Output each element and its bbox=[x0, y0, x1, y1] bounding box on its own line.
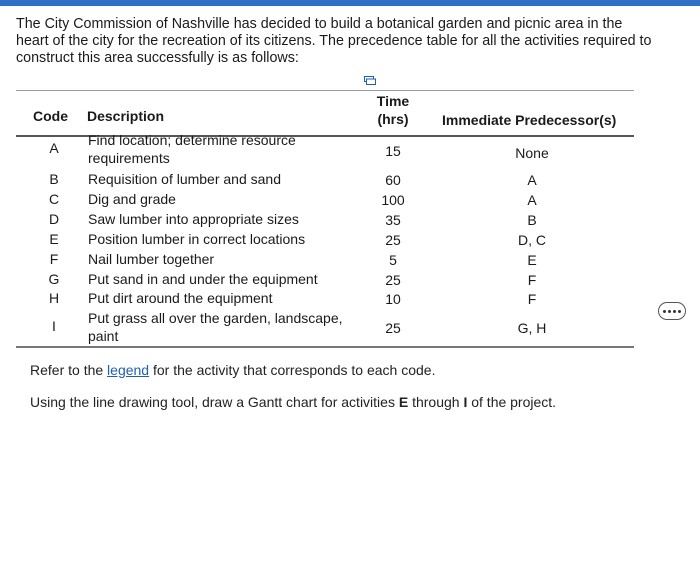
row-g-description: Put sand in and under the equipment bbox=[88, 271, 318, 287]
gantt-text-after: of the project. bbox=[467, 394, 557, 410]
intro-paragraph: The City Commission of Nashville has decided to build a botanical garden and picnic area in the heart of the city for the recreation of its citizens. The precedence table for all the activities required to construct this area successfully is as follows: bbox=[16, 16, 652, 66]
row-g-code: G bbox=[48, 271, 60, 287]
row-a-time: 15 bbox=[385, 143, 401, 159]
row-d-predecessor: B bbox=[527, 212, 537, 228]
row-a-code: A bbox=[49, 140, 59, 156]
header-description: Description bbox=[87, 108, 165, 124]
row-i-code: I bbox=[52, 318, 56, 334]
dot-icon bbox=[673, 310, 676, 313]
row-e-code: E bbox=[49, 231, 59, 247]
copy-icon[interactable] bbox=[364, 76, 376, 85]
row-f-predecessor: E bbox=[527, 252, 537, 268]
row-c-time: 100 bbox=[381, 192, 405, 208]
row-h-predecessor: F bbox=[527, 291, 537, 307]
row-c-description: Dig and grade bbox=[88, 191, 176, 207]
row-h-description: Put dirt around the equipment bbox=[88, 290, 273, 306]
row-i-time: 25 bbox=[385, 320, 401, 336]
row-e-time: 25 bbox=[385, 232, 401, 248]
legend-text-before: Refer to the bbox=[30, 362, 108, 378]
ellipsis-icon[interactable] bbox=[658, 302, 686, 320]
row-h-time: 10 bbox=[385, 291, 401, 307]
row-h-code: H bbox=[48, 290, 60, 306]
row-a-predecessor: None bbox=[515, 145, 549, 161]
dot-icon bbox=[663, 310, 666, 313]
row-b-code: B bbox=[49, 171, 59, 187]
row-c-code: C bbox=[48, 191, 60, 207]
row-g-predecessor: F bbox=[527, 272, 537, 288]
dot-icon bbox=[678, 310, 681, 313]
gantt-activity-start: E bbox=[398, 394, 409, 410]
header-predecessor: Immediate Predecessor(s) bbox=[442, 112, 617, 128]
row-d-description: Saw lumber into appropriate sizes bbox=[88, 211, 299, 227]
row-f-code: F bbox=[49, 251, 59, 267]
row-e-predecessor: D, C bbox=[518, 232, 546, 248]
header-time-line2: (hrs) bbox=[377, 111, 409, 127]
gantt-text-before: Using the line drawing tool, draw a Gantt chart for activities bbox=[30, 394, 399, 410]
row-b-description: Requisition of lumber and sand bbox=[88, 171, 282, 187]
row-g-time: 25 bbox=[385, 272, 401, 288]
row-d-time: 35 bbox=[385, 212, 401, 228]
row-e-description: Position lumber in correct locations bbox=[88, 231, 306, 247]
gantt-text-mid: through bbox=[408, 394, 464, 410]
row-b-time: 60 bbox=[385, 172, 401, 188]
row-f-time: 5 bbox=[389, 252, 397, 268]
dot-icon bbox=[668, 310, 671, 313]
row-i-predecessor: G, H bbox=[517, 320, 547, 336]
legend-link[interactable]: legend bbox=[107, 362, 150, 378]
row-a-description: Find location; determine resource requirements bbox=[88, 132, 296, 166]
table-top-rule bbox=[16, 90, 634, 91]
legend-instruction bbox=[30, 362, 435, 378]
top-accent-bar bbox=[0, 0, 700, 6]
header-time-line1: Time bbox=[376, 93, 410, 109]
legend-text-after: for the activity that corresponds to each code. bbox=[149, 362, 436, 378]
row-b-predecessor: A bbox=[527, 172, 537, 188]
row-f-description: Nail lumber together bbox=[88, 251, 215, 267]
gantt-activity-end: I bbox=[463, 394, 468, 410]
row-c-predecessor: A bbox=[527, 192, 537, 208]
row-i-description: Put grass all over the garden, landscape, paint bbox=[88, 310, 343, 344]
table-bottom-rule bbox=[16, 346, 634, 348]
row-d-code: D bbox=[48, 211, 60, 227]
gantt-instruction bbox=[30, 394, 556, 410]
header-code: Code bbox=[33, 108, 68, 124]
